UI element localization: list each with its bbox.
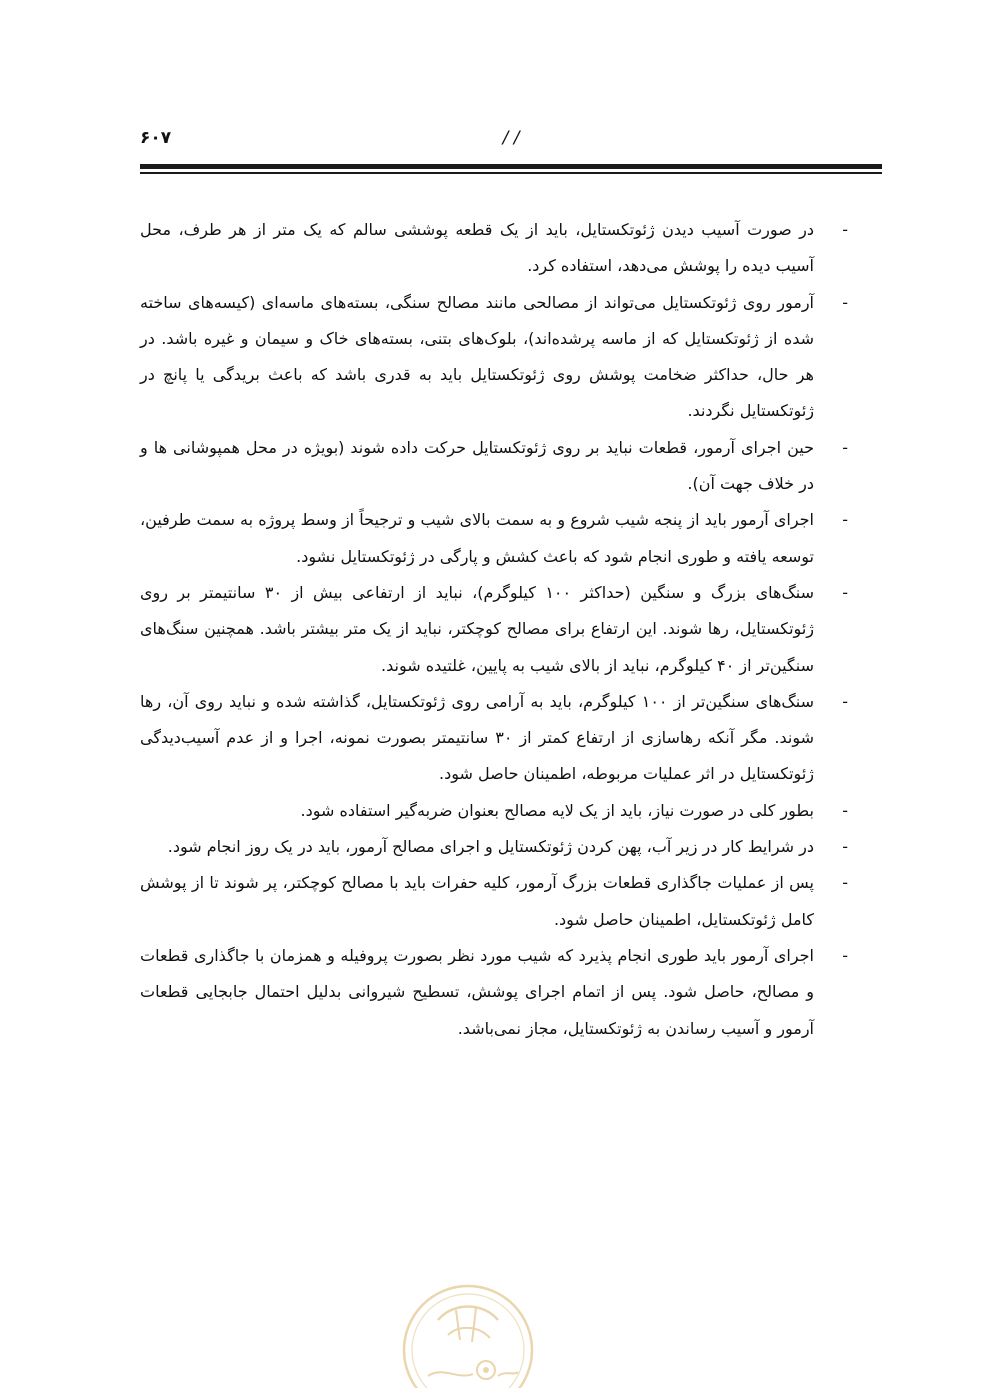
bullet-dash: - — [842, 220, 848, 239]
list-item-text: سنگ‌های بزرگ و سنگین (حداکثر ۱۰۰ کیلوگرم)، نباید از ارتفاعی بیش از ۳۰ سانتیمتر بر روی ژئوتکستایل، رها شوند. این ارتفاع برای مصالح کوچکتر، نباید از یک متر بیشتر باشد. همچنین سنگ‌های سنگین‌تر از ۴۰ کیلوگرم، نباید از بالای شیب به پایین، غلتیده شوند. — [140, 582, 815, 675]
seal-logo-icon — [398, 1280, 538, 1388]
bullet-dash: - — [842, 437, 848, 457]
bullet-dash: - — [842, 510, 848, 530]
bullet-dash: - — [842, 582, 848, 602]
bullet-dash: - — [842, 837, 848, 857]
list-item — [140, 502, 854, 575]
list-item-text: حین اجرای آرمور، قطعات نباید بر روی ژئوتکستایل حرکت داده شوند (بویژه در محل همپوشانی ها و در خلاف جهت آن). — [140, 437, 814, 494]
list-item — [140, 684, 854, 793]
bullet-list — [140, 212, 854, 1047]
list-item — [140, 575, 854, 684]
bullet-dash: - — [842, 292, 848, 312]
list-item-text: آرمور روی ژئوتکستایل می‌تواند از مصالحی مانند مصالح سنگی، بسته‌های ماسه‌ای (کیسه‌های ساخته شده از ژئوتکستایل که از ماسه پرشده‌اند)، بلوک‌های بتنی، بسته‌های خاک و سیمان و غیره باشد. در هر حال، حداکثر ضخامت پوشش روی ژئوتکستایل باید به قدری باشد که باعث بریدگی یا پانچ در ژئوتکستایل نگردند. — [140, 292, 814, 421]
list-item — [140, 285, 854, 430]
list-item — [140, 793, 854, 829]
header-mark: / / — [502, 128, 520, 148]
list-item — [140, 865, 854, 938]
page-number: ۶۰۷ — [140, 128, 172, 148]
bullet-dash: - — [842, 691, 848, 711]
bullet-dash: - — [842, 873, 848, 893]
bullet-dash: - — [842, 800, 848, 820]
bullet-dash: - — [842, 945, 848, 965]
header-rule-thick — [140, 164, 882, 169]
list-item — [140, 212, 854, 285]
header-rule-thin — [140, 172, 882, 174]
list-item — [140, 938, 854, 1047]
list-item-text: سنگ‌های سنگین‌تر از ۱۰۰ کیلوگرم، باید به آرامی روی ژئوتکستایل، گذاشته شده و نباید روی آن، رها شوند. مگر آنکه رهاسازی از ارتفاع کمتر از ۳۰ سانتیمتر بصورت نمونه، اجرا و از عدم آسیب‌دیدگی ژئوتکستایل در اثر عملیات مربوطه، اطمینان حاصل شود. — [140, 691, 814, 784]
list-item-text: اجرای آرمور باید از پنجه شیب شروع و به سمت بالای شیب و ترجیحاً از وسط پروژه به سمت طرفین، توسعه یافته و طوری انجام شود که باعث کشش و پارگی در ژئوتکستایل نشود. — [140, 510, 814, 566]
list-item-text: اجرای آرمور باید طوری انجام پذیرد که شیب مورد نظر بصورت پروفیله و همزمان با جاگذاری قطعات و مصالح، حاصل شود. پس از اتمام اجرای پوشش، تسطیح شیروانی بدلیل احتمال جابجایی قطعات آرمور و آسیب رساندن به ژئوتکستایل، مجاز نمی‌باشد. — [140, 945, 814, 1038]
list-item — [140, 430, 854, 503]
list-item-text: در صورت آسیب دیدن ژئوتکستایل، باید از یک قطعه پوششی سالم که یک متر از هر طرف، محل آسیب دیده را پوشش می‌دهد، استفاده کرد. — [140, 220, 814, 276]
list-item — [140, 829, 854, 865]
list-item-text: بطور کلی در صورت نیاز، باید از یک لایه مصالح بعنوان ضربه‌گیر استفاده شود. — [300, 800, 814, 820]
list-item-text: در شرایط کار در زیر آب، پهن کردن ژئوتکستایل و اجرای مصالح آرمور، باید در یک روز انجام شود. — [167, 837, 814, 857]
list-item-text: پس از عملیات جاگذاری قطعات بزرگ آرمور، کلیه حفرات باید با مصالح کوچکتر، پر شوند تا از پوشش کامل ژئوتکستایل، اطمینان حاصل شود. — [140, 873, 814, 929]
page-header — [140, 128, 882, 158]
